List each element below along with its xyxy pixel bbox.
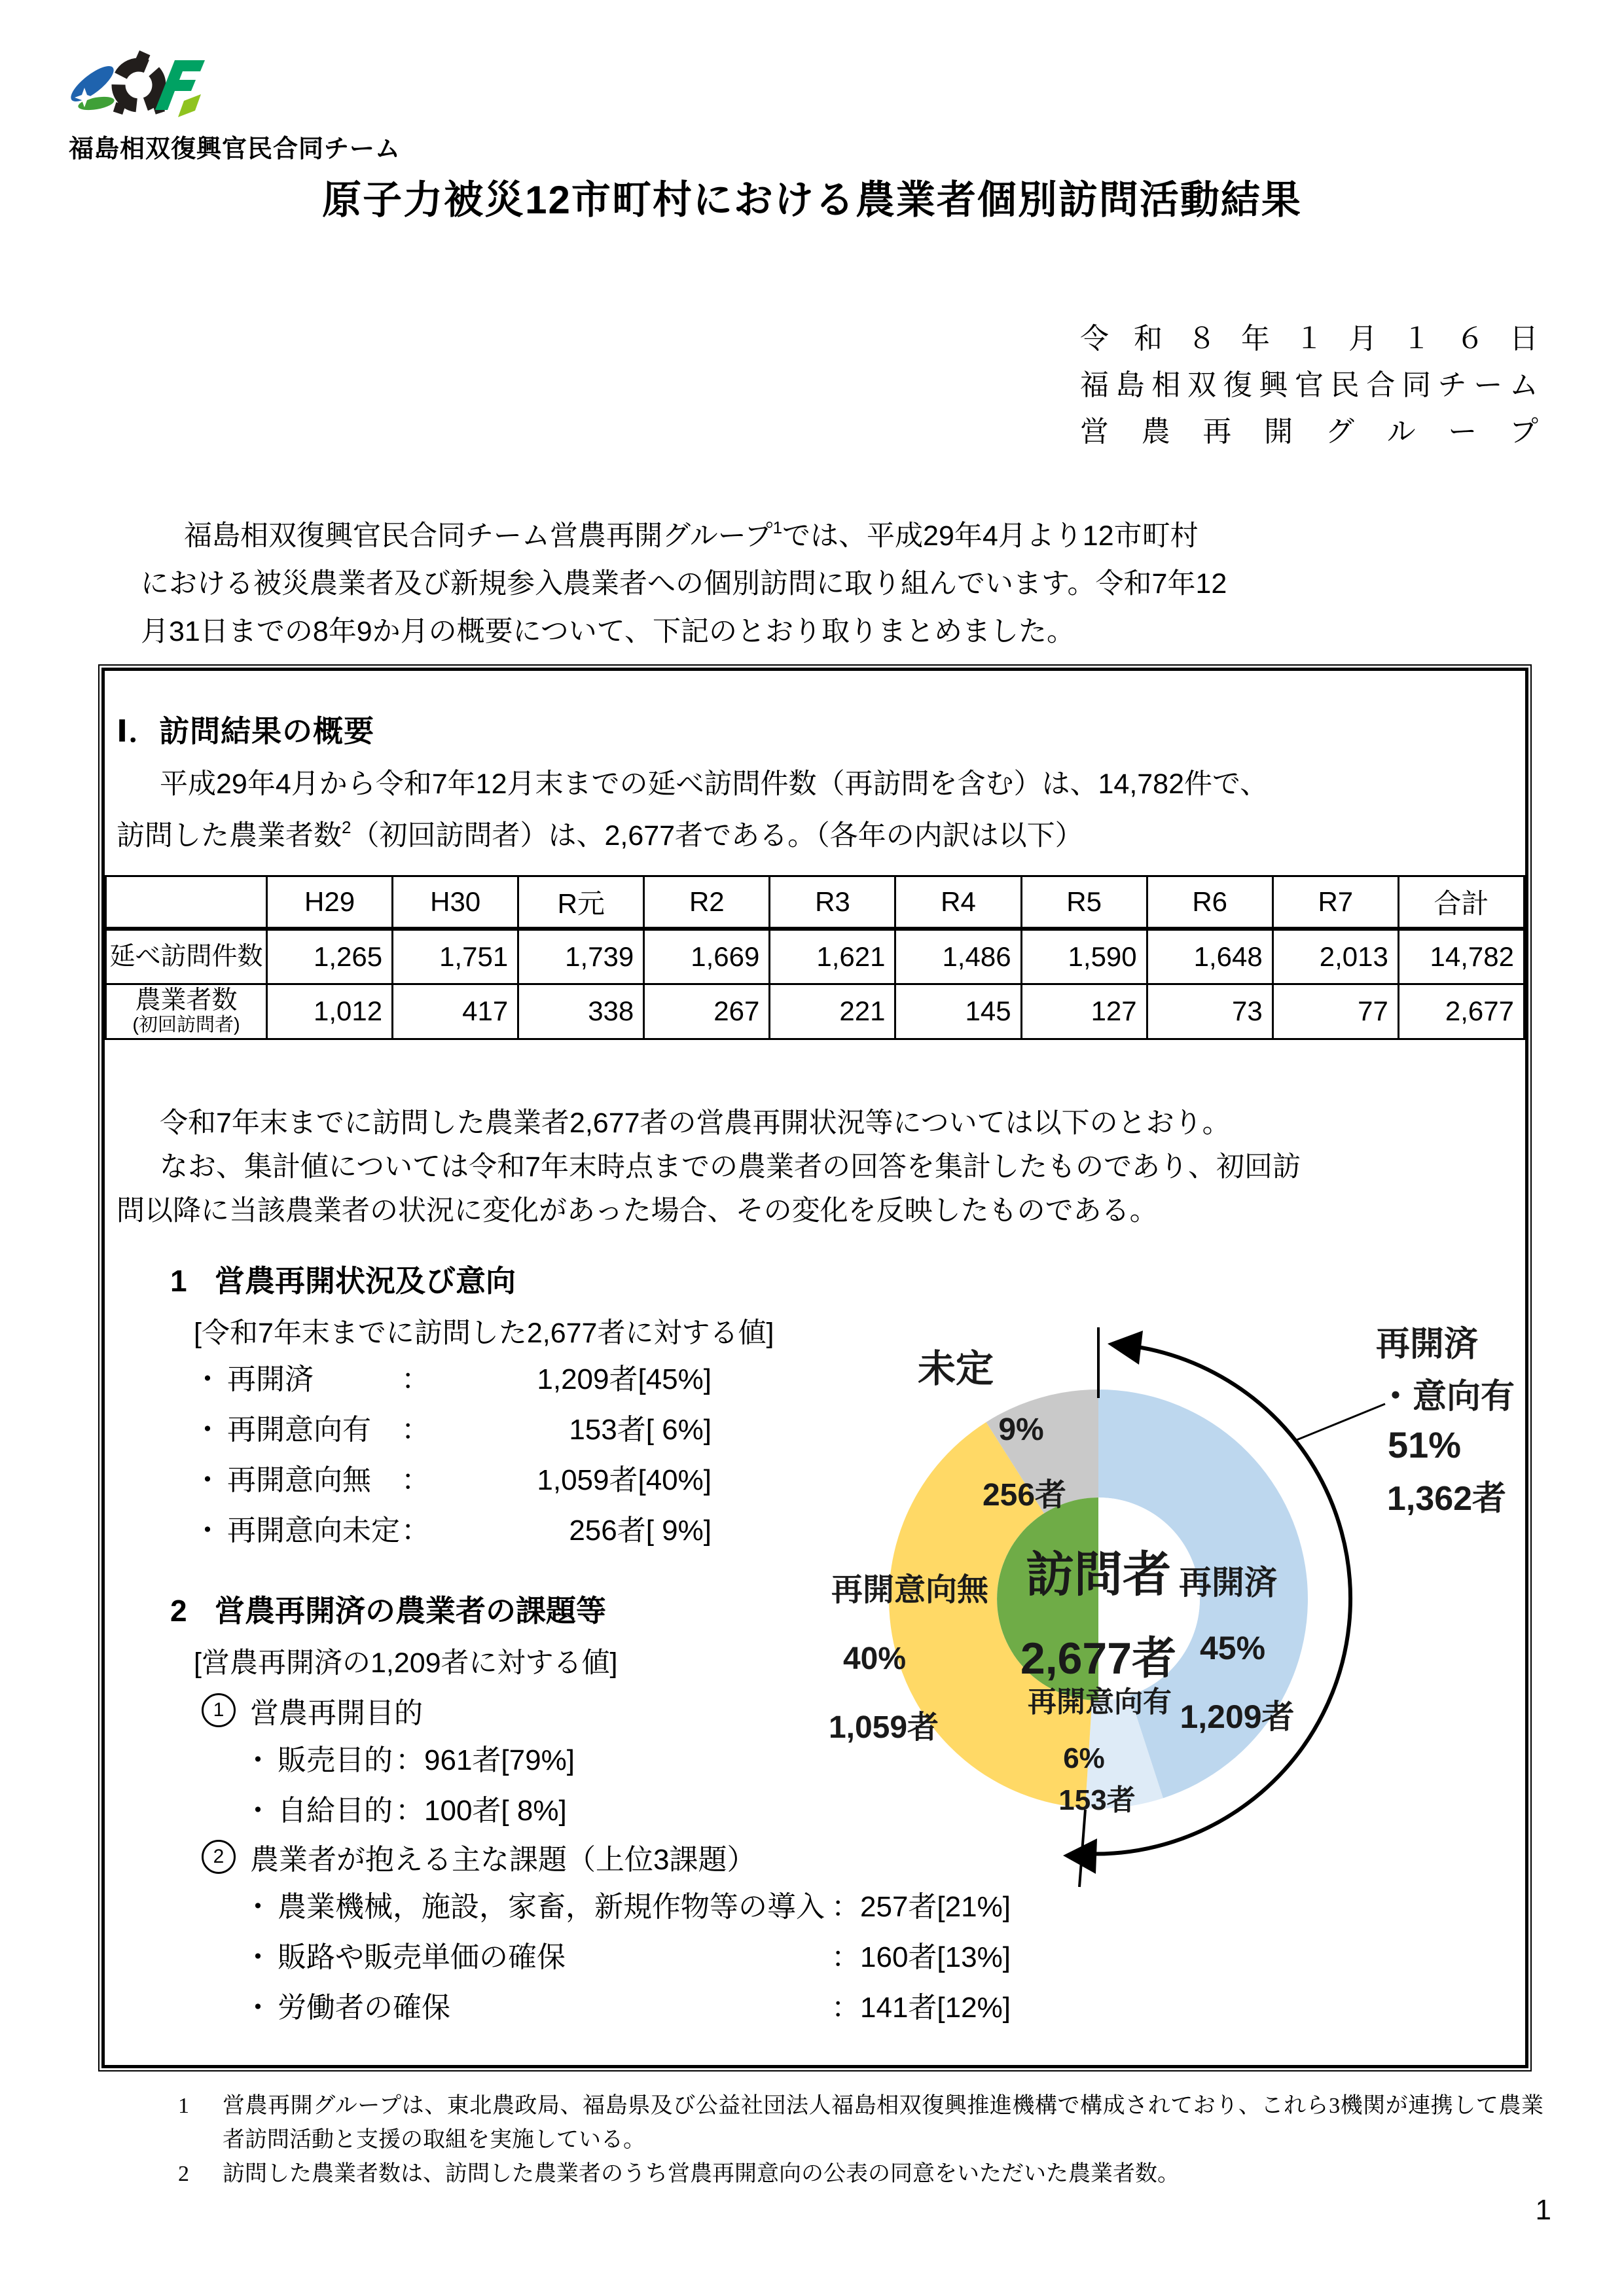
logo-caption: 福島相双復興官民合同チーム	[69, 135, 401, 163]
table-cell: 221	[770, 984, 895, 1039]
bracket-count: 1,362者	[1386, 1480, 1507, 1518]
date-org-block	[1080, 315, 1538, 455]
lead-line: 月31日までの8年9か月の概要について、下記のとおり取りまとめました。	[141, 616, 1075, 647]
table-cell: 2,677	[1398, 984, 1524, 1039]
footnotes	[178, 2089, 1543, 2191]
table-cell: 2,013	[1272, 929, 1398, 984]
section-i-heading: Ⅰ．訪問結果の概要	[117, 714, 375, 748]
segment-label: 再開済	[1179, 1564, 1277, 1601]
segment-pct: 9%	[998, 1412, 1044, 1447]
footnote-text: 訪問した農業者数は、訪問した農業者のうち営農再開意向の公表の同意をいただいた農業者数。	[223, 2162, 1180, 2186]
table-row	[106, 929, 1525, 984]
team-logo	[69, 18, 206, 123]
org-line: 福島相双復興官民合同チーム	[1080, 369, 1538, 401]
list-item: ・ 再開意向無 ： 1,059者[40%]	[193, 1464, 712, 1496]
page-number: 1	[1535, 2194, 1551, 2226]
table-cell: 338	[518, 984, 644, 1039]
table-cell: 1,751	[393, 929, 518, 984]
reopen-status-donut-chart	[804, 1278, 1515, 1920]
bracket-label: ・意向有	[1378, 1378, 1515, 1416]
table-header-cell	[106, 876, 267, 929]
segment-label: 未定	[917, 1348, 994, 1390]
segment-count: 1,059者	[828, 1710, 939, 1745]
table-header-cell: R5	[1021, 876, 1147, 929]
lead-line: 福島相双復興官民合同チーム営農再開グループ$^1$では、平成29年4月より12市町村	[184, 518, 1199, 552]
footnote-item	[178, 2089, 1543, 2157]
footnote-ref-1: 1	[772, 518, 783, 537]
visits-table	[105, 875, 1525, 1040]
table-cell: 145	[895, 984, 1021, 1039]
table-header-cell: R3	[770, 876, 895, 929]
purpose-list	[244, 1736, 738, 1837]
summary-line: 令和7年末までに訪問した農業者2,677者の営農再開状況等については以下のとおり。	[160, 1107, 1231, 1139]
footnote-number: 1	[178, 2094, 189, 2118]
box-intro-paragraph	[117, 762, 1268, 857]
table-cell: 14,782	[1398, 929, 1524, 984]
table-header-cell: R7	[1272, 876, 1398, 929]
lead-paragraph	[141, 504, 1509, 656]
table-header-cell: H29	[267, 876, 393, 929]
section-2-heading: 2 営農再開済の農業者の課題等	[170, 1594, 606, 1628]
date-line: 令 和 ８ 年 １ 月 １ ６ 日	[1080, 323, 1538, 355]
table-row	[106, 984, 1525, 1039]
page-title: 原子力被災12市町村における農業者個別訪問活動結果	[322, 178, 1302, 222]
segment-count: 1,209者	[1180, 1698, 1295, 1735]
table-cell: 1,590	[1021, 929, 1147, 984]
segment-pct: 45%	[1199, 1630, 1266, 1666]
table-cell: 1,012	[267, 984, 393, 1039]
list-item: ・ 農業機械，施設，家畜，新規作物等の導入 ： 257者[21%]	[244, 1891, 1011, 1923]
footnote-ref-2: 2	[342, 817, 352, 837]
reopen-status-list	[193, 1355, 712, 1557]
table-cell: 73	[1147, 984, 1272, 1039]
list-item: ・ 販売目的 ： 961者[79%]	[244, 1744, 575, 1776]
table-cell: 1,265	[267, 929, 393, 984]
circled-number-2: 2	[202, 1840, 236, 1874]
table-cell: 417	[393, 984, 518, 1039]
segment-pct: 6%	[1063, 1742, 1105, 1774]
table-cell: 1,621	[770, 929, 895, 984]
issues-list	[244, 1883, 1174, 2034]
results-box-inner	[101, 668, 1528, 2068]
segment-count: 256者	[982, 1478, 1067, 1513]
issues-item-heading: 2 農業者が抱える主な課題（上位3課題）	[202, 1836, 755, 1878]
section-2-subtitle: [営農再開済の1,209者に対する値]	[194, 1647, 618, 1679]
summary-line: なお、集計値については令和7年末時点までの農業者の回答を集計したものであり、初回訪	[160, 1151, 1301, 1183]
lead-line: における被災農業者及び新規参入農業者への個別訪問に取り組んでいます。令和7年12	[141, 568, 1227, 600]
summary-paragraph	[117, 1102, 1301, 1233]
table-cell: 127	[1021, 984, 1147, 1039]
purpose-item-heading: 1 営農再開目的	[202, 1689, 423, 1731]
footnote-number: 2	[178, 2162, 189, 2186]
summary-line: 問以降に当該農業者の状況に変化があった場合、その変化を反映したものである。	[117, 1195, 1158, 1227]
table-header-row	[106, 876, 1525, 929]
row-label: 延べ訪問件数	[106, 929, 267, 984]
results-box	[98, 664, 1532, 2072]
segment-pct: 40%	[842, 1641, 907, 1676]
segment-label: 再開意向無	[831, 1573, 989, 1607]
group-line: 営 農 再 開 グ ル ー プ	[1080, 416, 1538, 448]
table-header-cell: R2	[644, 876, 770, 929]
table-cell: 1,669	[644, 929, 770, 984]
table-cell: 1,739	[518, 929, 644, 984]
list-item: ・ 再開済 ： 1,209者[45%]	[193, 1363, 712, 1395]
footnote-item	[178, 2157, 1543, 2191]
table-cell: 1,648	[1147, 929, 1272, 984]
table-header-cell: R元	[518, 876, 644, 929]
list-item: ・ 販路や販売単価の確保 ： 160者[13%]	[244, 1941, 1011, 1973]
bracket-label: 再開済	[1375, 1325, 1479, 1363]
list-item: ・ 再開意向有 ： 153者[ 6%]	[193, 1414, 712, 1446]
circled-number-1: 1	[202, 1693, 236, 1727]
arrowhead-top-icon	[1108, 1331, 1143, 1365]
donut-center-value: 2,677者	[1020, 1634, 1177, 1683]
list-item: ・ 再開意向未定 ： 256者[ 9%]	[193, 1515, 712, 1547]
leaf-icon	[69, 60, 118, 112]
table-header-cell: R6	[1147, 876, 1272, 929]
intro-line: 訪問した農業者数$^2$（初回訪問者）は、2,677者である。（各年の内訳は以下）	[117, 817, 1083, 852]
table-header-cell: 合計	[1398, 876, 1524, 929]
table-header-cell: H30	[393, 876, 518, 929]
list-item: ・ 自給目的 ： 100者[ 8%]	[244, 1795, 567, 1827]
donut-center-title: 訪問者	[1026, 1547, 1171, 1602]
table-cell: 77	[1272, 984, 1398, 1039]
section-1-subtitle: [令和7年末までに訪問した2,677者に対する値]	[194, 1318, 774, 1349]
bracket-pct: 51%	[1387, 1424, 1462, 1465]
row-label: 農業者数 (初回訪問者)	[106, 984, 267, 1039]
table-header-cell: R4	[895, 876, 1021, 929]
segment-label: 再開意向有	[1028, 1686, 1172, 1718]
table-cell: 267	[644, 984, 770, 1039]
label-leader-line	[1297, 1404, 1385, 1440]
table-cell: 1,486	[895, 929, 1021, 984]
list-item: ・ 労働者の確保 ： 141者[12%]	[244, 1992, 1011, 2024]
section-1-heading: 1 営農再開状況及び意向	[170, 1264, 516, 1298]
segment-count: 153者	[1058, 1784, 1136, 1816]
footnote-text: 営農再開グループは、東北農政局、福島県及び公益社団法人福島相双復興推進機構で構成されており、これら3機関が連携して農業者訪問活動と支援の取組を実施している。	[223, 2094, 1543, 2152]
intro-line: 平成29年4月から令和7年12月末までの延べ訪問件数（再訪問を含む）は、14,782件で、	[160, 768, 1269, 800]
